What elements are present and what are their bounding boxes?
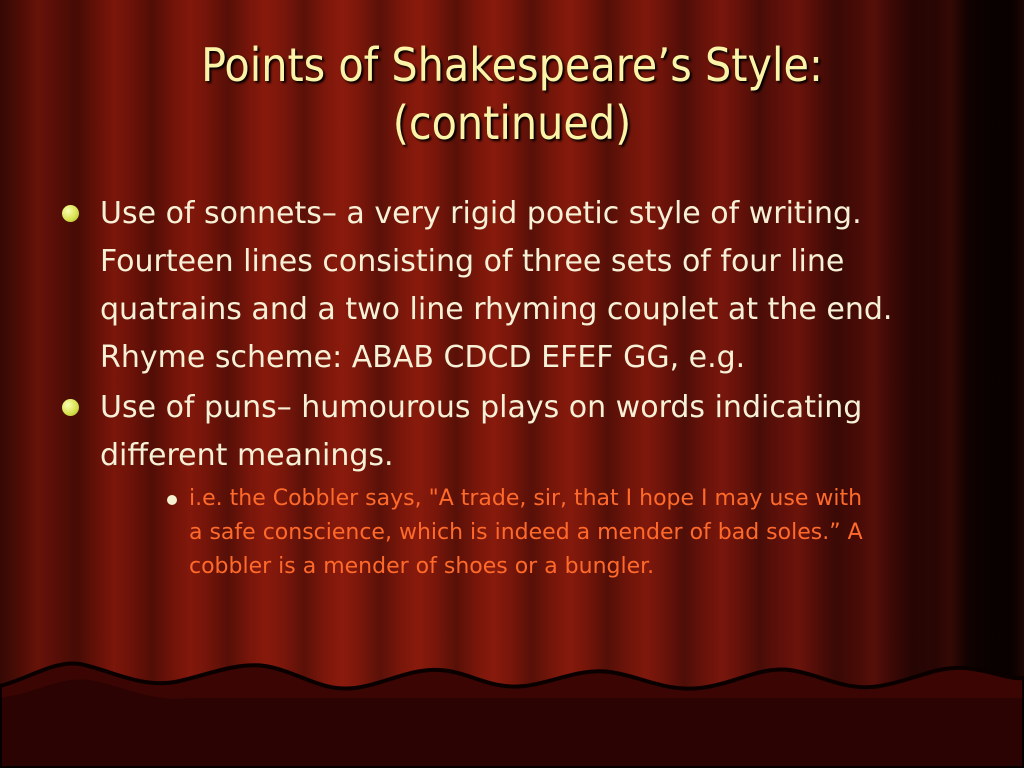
bullet-text: Use of sonnets– a very rigid poetic style of writing. Fourteen lines consisting of three sets of four line quatrains and a two line rhyming couplet at the end. Rhyme scheme: ABAB CDCD EFEF GG, e.g.	[100, 196, 893, 375]
bullet-item-puns	[62, 384, 972, 480]
sub-bullet-item-cobbler	[167, 482, 879, 584]
sub-bullet-text: i.e. the Cobbler says, "A trade, sir, that I hope I may use with a safe conscience, which is indeed a mender of bad soles.” A cobbler is a mender of shoes or a bungler.	[189, 486, 863, 579]
bullet-dot-icon	[62, 205, 79, 222]
bullet-item-sonnets	[62, 190, 972, 382]
bullet-text: Use of puns– humourous plays on words indicating different meanings.	[100, 390, 863, 473]
title-line-1: Points of Shakespeare’s Style:	[201, 38, 823, 92]
bullet-dot-icon	[62, 399, 79, 416]
bullet-list	[62, 190, 972, 584]
title-line-2: (continued)	[392, 96, 632, 150]
slide-title	[60, 36, 964, 152]
curtain-hem-decoration	[0, 658, 1024, 768]
sub-bullet-dot-icon	[167, 495, 177, 505]
